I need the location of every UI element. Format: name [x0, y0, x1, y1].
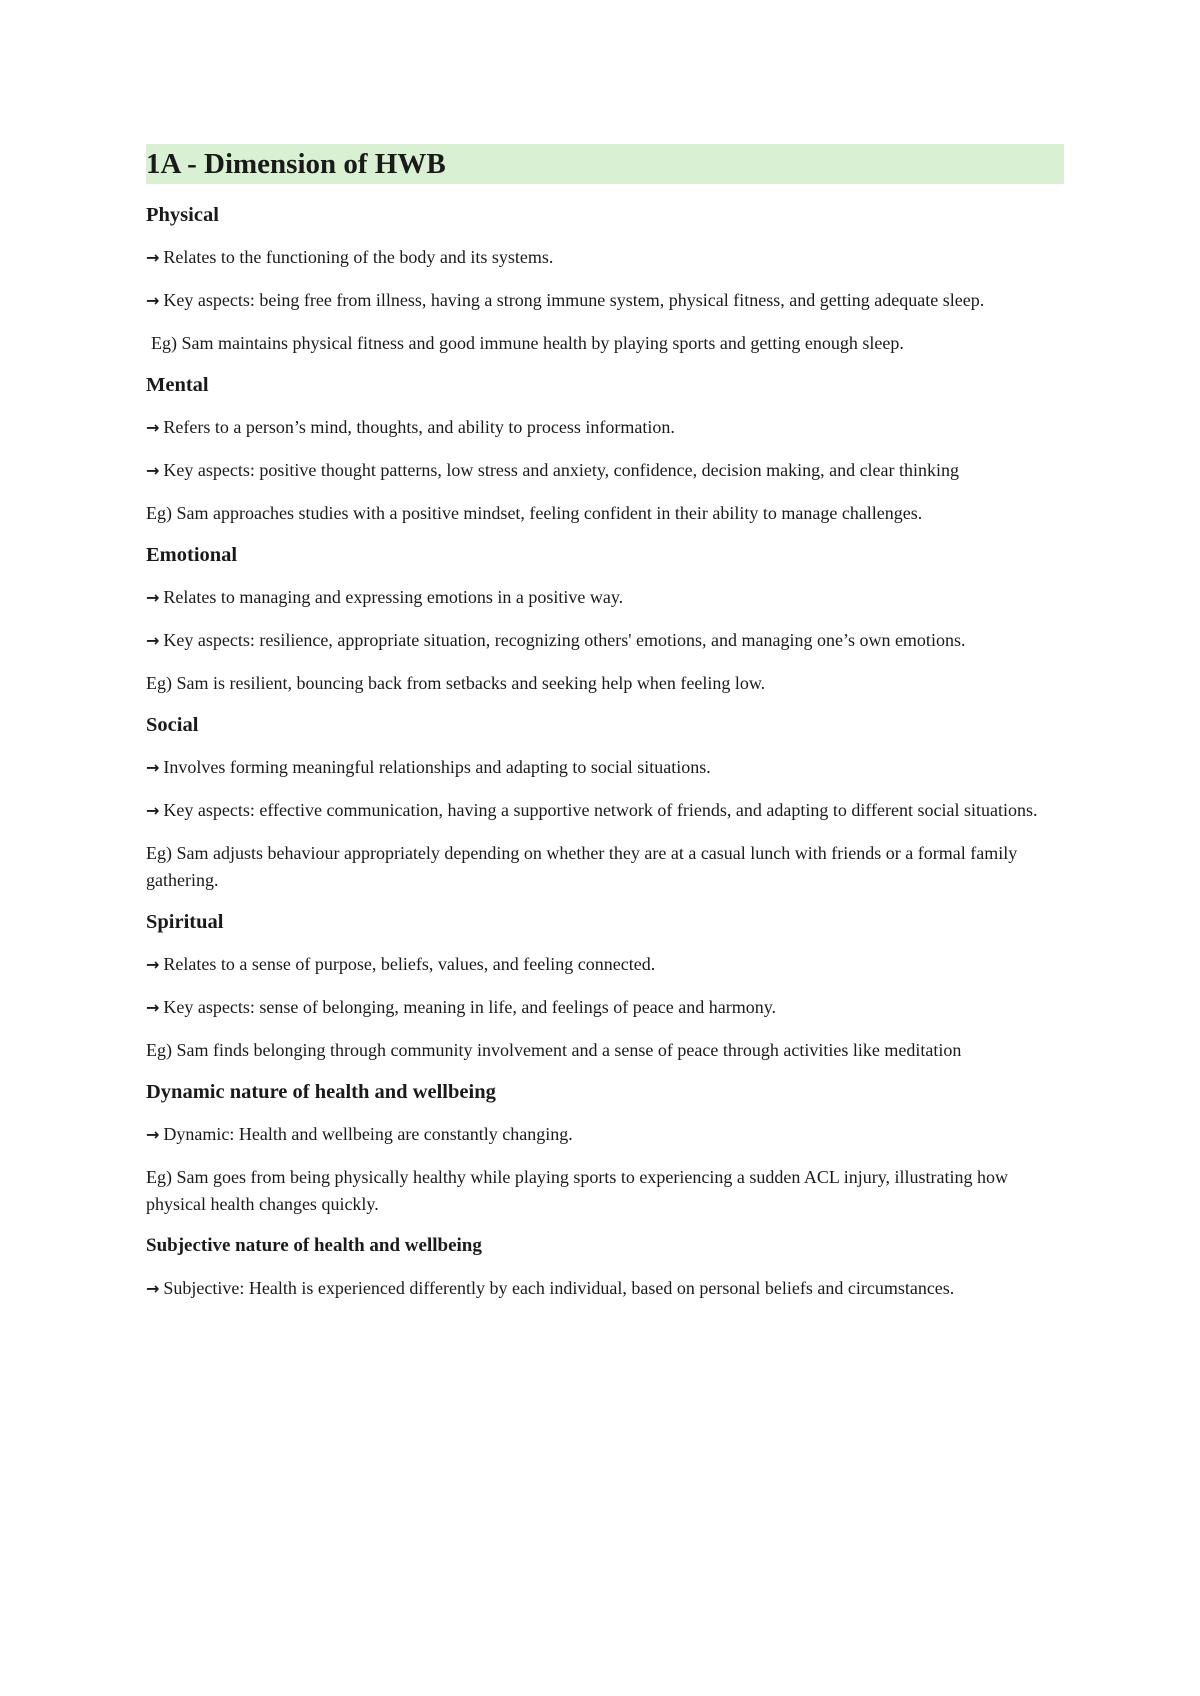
- arrow-icon: →: [146, 998, 160, 1017]
- bullet-text: Key aspects: resilience, appropriate situation, recognizing others' emotions, and managing one’s own emotions.: [163, 630, 966, 650]
- example-text: Eg) Sam finds belonging through community involvement and a sense of peace through activities like meditation: [146, 1040, 962, 1060]
- bullet-point: [146, 994, 1064, 1021]
- heading-emotional: Emotional: [146, 544, 238, 566]
- heading-subjective: Subjective nature of health and wellbeing: [146, 1235, 482, 1256]
- bullet-point: [146, 627, 1064, 654]
- bullet-text: Refers to a person’s mind, thoughts, and ability to process information.: [163, 417, 675, 437]
- bullet-text: Involves forming meaningful relationships and adapting to social situations.: [163, 757, 711, 777]
- bullet-text: Key aspects: sense of belonging, meaning in life, and feelings of peace and harmony.: [163, 997, 777, 1017]
- bullet-point: [146, 1121, 1064, 1148]
- example-text: Eg) Sam is resilient, bouncing back from setbacks and seeking help when feeling low.: [146, 673, 766, 693]
- bullet-point: [146, 754, 1064, 781]
- arrow-icon: →: [146, 631, 160, 650]
- bullet-point: [146, 797, 1064, 824]
- bullet-point: [146, 1275, 1064, 1302]
- bullet-text: Relates to the functioning of the body and its systems.: [163, 247, 554, 267]
- bullet-point: [146, 457, 1064, 484]
- arrow-icon: →: [146, 248, 160, 267]
- heading-dynamic: Dynamic nature of health and wellbeing: [146, 1081, 496, 1103]
- heading-social: Social: [146, 714, 199, 736]
- example-text: Eg) Sam maintains physical fitness and good immune health by playing sports and getting enough sleep.: [151, 333, 904, 353]
- arrow-icon: →: [146, 1279, 160, 1298]
- heading-mental: Mental: [146, 374, 209, 396]
- bullet-text: Relates to a sense of purpose, beliefs, values, and feeling connected.: [163, 954, 656, 974]
- page-title: 1A - Dimension of HWB: [146, 144, 1064, 184]
- heading-spiritual: Spiritual: [146, 911, 224, 933]
- arrow-icon: →: [146, 1125, 160, 1144]
- heading-physical: Physical: [146, 204, 219, 226]
- arrow-icon: →: [146, 418, 160, 437]
- bullet-point: [146, 414, 1064, 441]
- bullet-point: [146, 244, 1064, 271]
- arrow-icon: →: [146, 461, 160, 480]
- example-text: Eg) Sam adjusts behaviour appropriately depending on whether they are at a casual lunch with friends or a formal family gathering.: [146, 843, 1018, 890]
- arrow-icon: →: [146, 801, 160, 820]
- bullet-text: Key aspects: positive thought patterns, low stress and anxiety, confidence, decision making, and clear thinking: [163, 460, 960, 480]
- bullet-text: Key aspects: being free from illness, having a strong immune system, physical fitness, and getting adequate sleep.: [163, 290, 985, 310]
- example-text: Eg) Sam approaches studies with a positive mindset, feeling confident in their ability to manage challenges.: [146, 503, 923, 523]
- arrow-icon: →: [146, 588, 160, 607]
- document-page: [146, 144, 1064, 1318]
- example-text: Eg) Sam goes from being physically healthy while playing sports to experiencing a sudden ACL injury, illustrating how physical health changes quickly.: [146, 1167, 1009, 1214]
- bullet-point: [146, 287, 1064, 314]
- arrow-icon: →: [146, 291, 160, 310]
- bullet-text: Key aspects: effective communication, having a supportive network of friends, and adapting to different social situations.: [163, 800, 1038, 820]
- arrow-icon: →: [146, 955, 160, 974]
- bullet-text: Relates to managing and expressing emotions in a positive way.: [163, 587, 624, 607]
- bullet-text: Dynamic: Health and wellbeing are constantly changing.: [163, 1124, 573, 1144]
- arrow-icon: →: [146, 758, 160, 777]
- bullet-point: [146, 584, 1064, 611]
- bullet-point: [146, 951, 1064, 978]
- bullet-text: Subjective: Health is experienced differently by each individual, based on personal beliefs and circumstances.: [163, 1278, 955, 1298]
